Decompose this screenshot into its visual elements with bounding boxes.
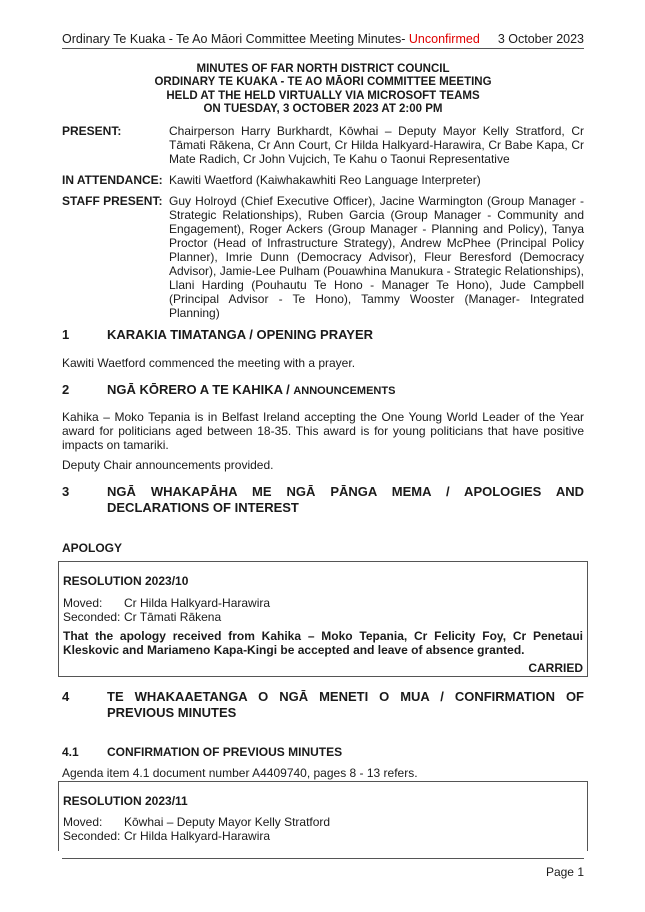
- section-3-heading: [62, 484, 584, 516]
- section-title-line: DECLARATIONS OF INTEREST: [107, 500, 299, 515]
- section-number: 4: [62, 689, 70, 704]
- moved-label: Moved:: [63, 815, 103, 829]
- agenda-reference: Agenda item 4.1 document number A4409740, pages 8 - 13 refers.: [62, 766, 418, 780]
- seconded-by: Cr Tāmati Rākena: [124, 610, 222, 624]
- seconded-label: Seconded:: [63, 610, 121, 624]
- resolution-line: Kleskovic and Mariameno Kapa-Kingi be accepted and leave of absence granted.: [63, 643, 525, 657]
- resolution-heading: [63, 794, 583, 808]
- section-number: 1: [62, 327, 70, 342]
- resolution-heading: [63, 574, 583, 588]
- subsection-4-1-heading: [62, 745, 584, 759]
- title-line: ON TUESDAY, 3 OCTOBER 2023 AT 2:00 PM: [203, 103, 443, 116]
- resolution-outcome-row: [63, 661, 583, 675]
- subsection-number: 4.1: [62, 745, 79, 759]
- staff-line: Advisor), Jamie-Lee Pulham (Pouawhina Manukura - Strategic Relationships),: [169, 264, 584, 278]
- page-header: [62, 30, 584, 49]
- staff-list: [169, 194, 584, 320]
- section-title: [107, 689, 584, 721]
- section-title-main: NGĀ KŌRERO A TE KAHIKA /: [107, 382, 294, 397]
- body-line: award for politicians aged between 18-35. This award is for young politicians that have positive: [62, 424, 584, 438]
- section-title-line: TE WHAKAAETANGA O NGĀ MENETI O MUA / CONFIRMATION OF: [107, 689, 584, 704]
- title-line: ORDINARY TE KUAKA - TE AO MĀORI COMMITTEE MEETING: [154, 76, 492, 89]
- staff-line: Strategic Relationships), Ruben Garcia (Group Manager - Community and: [169, 208, 584, 222]
- header-title: [62, 32, 480, 46]
- section-number: 3: [62, 484, 70, 499]
- present-list: [169, 124, 584, 166]
- moved-label: Moved:: [63, 596, 103, 610]
- resolution-box: [58, 561, 588, 677]
- status-unconfirmed: Unconfirmed: [408, 32, 480, 46]
- moved-row: [63, 596, 583, 610]
- apology-subheading: APOLOGY: [62, 541, 123, 555]
- resolution-number: RESOLUTION 2023/11: [63, 794, 188, 808]
- staff-line: Proctor (Head of Infrastructure Strategy), Andrew McPhee (Principal Policy: [169, 236, 584, 250]
- section-title-small: ANNOUNCEMENTS: [293, 385, 396, 397]
- section-1-body: Kawiti Waetford commenced the meeting with a prayer.: [62, 356, 356, 370]
- staff-line: (Principal Advisor - Te Hono), Tammy Wooster (Manager- Integrated: [169, 292, 584, 306]
- section-title: [107, 484, 584, 516]
- staff-line: Planner), Imrie Dunn (Democracy Advisor), Fleur Beresford (Democracy: [169, 250, 584, 264]
- resolution-box: [58, 781, 588, 851]
- staff-line: Planning): [169, 306, 220, 320]
- staff-label: STAFF PRESENT:: [62, 194, 163, 208]
- attendance-text: Kawiti Waetford (Kaiwhakawhiti Reo Language Interpreter): [169, 173, 481, 187]
- seconded-by: Cr Hilda Halkyard-Harawira: [124, 829, 271, 843]
- staff-line: Guy Holroyd (Chief Executive Officer), Jacine Warmington (Group Manager -: [169, 194, 584, 208]
- header-title-text: Ordinary Te Kuaka - Te Ao Māori Committee Meeting Minutes-: [62, 32, 409, 46]
- moved-by: Kōwhai – Deputy Mayor Kelly Stratford: [124, 815, 331, 829]
- section-2-heading: [62, 382, 584, 398]
- title-line: MINUTES OF FAR NORTH DISTRICT COUNCIL: [196, 63, 450, 75]
- carried-label: CARRIED: [528, 661, 583, 675]
- section-title-line: PREVIOUS MINUTES: [107, 705, 237, 720]
- body-line: Kahika – Moko Tepania is in Belfast Ireland accepting the One Young World Leader of the Year: [62, 410, 584, 424]
- section-title: [107, 382, 584, 399]
- present-row: [62, 124, 584, 166]
- staff-row: [62, 194, 584, 320]
- seconded-row: [63, 610, 583, 624]
- section-number: 2: [62, 382, 70, 397]
- body-line: impacts on tamariki.: [62, 438, 169, 452]
- present-line: Chairperson Harry Burkhardt, Kōwhai – Deputy Mayor Kelly Stratford, Cr: [169, 124, 584, 138]
- page-footer: [62, 858, 584, 879]
- section-1-heading: [62, 327, 584, 343]
- present-line: Tāmati Rākena, Cr Ann Court, Cr Hilda Halkyard-Harawira, Cr Babe Kapa, Cr: [169, 138, 584, 152]
- moved-row: [63, 815, 583, 829]
- title-line: HELD AT THE HELD VIRTUALLY VIA MICROSOFT TEAMS: [166, 89, 480, 102]
- section-2-body: [62, 410, 584, 452]
- resolution-number: RESOLUTION 2023/10: [63, 574, 189, 588]
- seconded-row: [63, 829, 583, 843]
- section-4-heading: [62, 689, 584, 721]
- staff-line: Llani Harding (Pouhautu Te Hono - Manager Te Hono), Jude Campbell: [169, 278, 584, 292]
- header-date: 3 October 2023: [497, 32, 584, 46]
- section-2-body-2: Deputy Chair announcements provided.: [62, 458, 274, 472]
- resolution-text: [63, 629, 583, 657]
- section-title: KARAKIA TIMATANGA / OPENING PRAYER: [107, 327, 374, 342]
- attendance-row: [62, 173, 584, 187]
- page-number: Page 1: [545, 865, 584, 879]
- present-line: Mate Radich, Cr John Vujcich, Te Kahu o Taonui Representative: [169, 152, 510, 166]
- subsection-title: CONFIRMATION OF PREVIOUS MINUTES: [107, 745, 343, 759]
- staff-line: Engagement), Roger Ackers (Group Manager - Planning and Policy), Tanya: [169, 222, 584, 236]
- moved-by: Cr Hilda Halkyard-Harawira: [124, 596, 271, 610]
- present-label: PRESENT:: [62, 124, 122, 138]
- minutes-title-block: [62, 63, 584, 117]
- attendance-label: IN ATTENDANCE:: [62, 173, 163, 187]
- seconded-label: Seconded:: [63, 829, 121, 843]
- resolution-line: That the apology received from Kahika – Moko Tepania, Cr Felicity Foy, Cr Penetaui: [63, 629, 583, 643]
- section-title-line: NGĀ WHAKAPĀHA ME NGĀ PĀNGA MEMA / APOLOGIES AND: [107, 484, 584, 499]
